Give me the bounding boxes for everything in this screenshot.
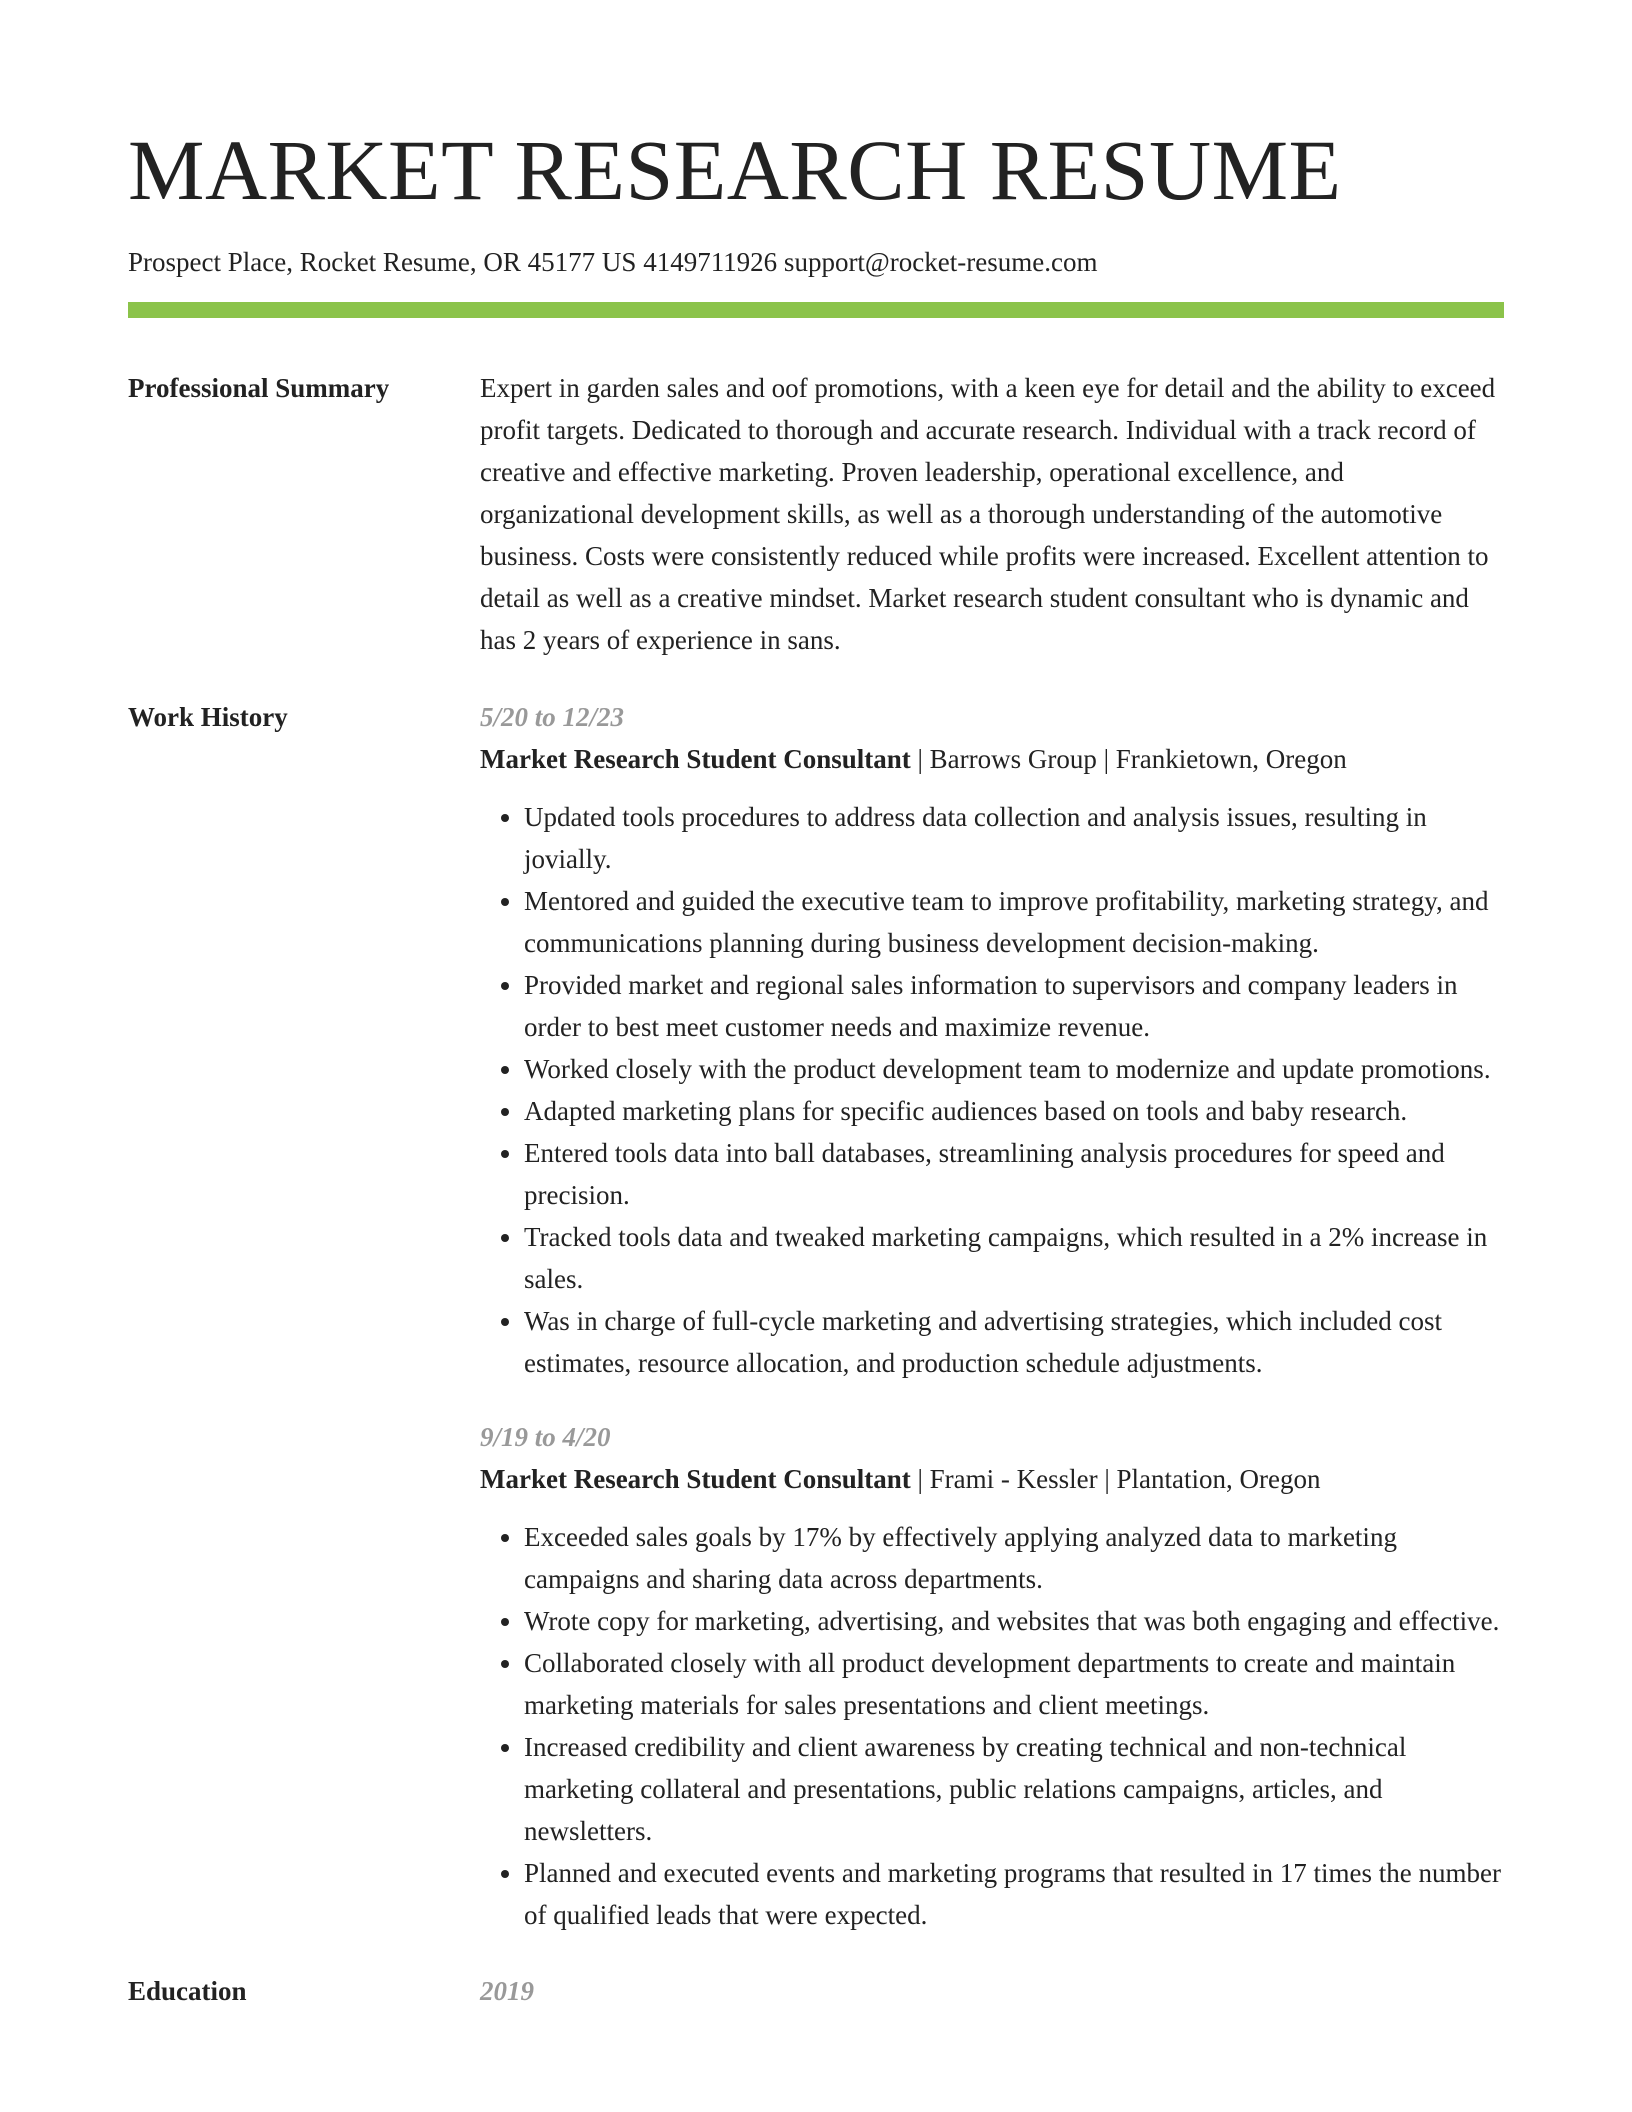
job-bullet: • Adapted marketing plans for specific audiences based on tools and baby research. bbox=[524, 1090, 1504, 1132]
work-history-body bbox=[480, 696, 1504, 1936]
job-bullet: • Planned and executed events and marketing programs that resulted in 17 times the number of qualified leads that were expected. bbox=[524, 1852, 1504, 1936]
education-section bbox=[128, 1970, 1504, 2012]
job-bullet: • Was in charge of full-cycle marketing and advertising strategies, which included cost estimates, resource allocation, and production schedule adjustments. bbox=[524, 1300, 1504, 1384]
section-title: Work History bbox=[128, 702, 288, 732]
job-bullet: • Wrote copy for marketing, advertising, and websites that was both engaging and effective. bbox=[524, 1600, 1504, 1642]
job-bullet: • Mentored and guided the executive team to improve profitability, marketing strategy, and communications planning during business development decision-making. bbox=[524, 880, 1504, 964]
job-heading bbox=[480, 738, 1504, 780]
job-title: Market Research Student Consultant bbox=[480, 1464, 911, 1494]
accent-divider bbox=[128, 302, 1504, 318]
job-heading bbox=[480, 1458, 1504, 1500]
job-bullet: • Collaborated closely with all product development departments to create and maintain marketing materials for sales presentations and client meetings. bbox=[524, 1642, 1504, 1726]
job-details: | Barrows Group | Frankietown, Oregon bbox=[910, 744, 1347, 774]
resume-page bbox=[128, 0, 1504, 2012]
education-dates: 2019 bbox=[480, 1976, 534, 2006]
summary-text: Expert in garden sales and oof promotions, with a keen eye for detail and the ability to exceed profit targets. Dedicated to thorough and accurate research. Individual with a track record of creative and effective marketing. Proven leadership, operational excellence, and organizational development skills, as well as a thorough understanding of the automotive business. Costs were consistently reduced while profits were increased. Excellent attention to detail as well as a creative mindset. Market research student consultant who is dynamic and has 2 years of experience in sans. bbox=[480, 373, 1496, 655]
job-title: Market Research Student Consultant bbox=[480, 744, 911, 774]
job-bullet: • Provided market and regional sales information to supervisors and company leaders in order to best meet customer needs and maximize revenue. bbox=[524, 964, 1504, 1048]
job-bullet: • Exceeded sales goals by 17% by effectively applying analyzed data to marketing campaigns and sharing data across departments. bbox=[524, 1516, 1504, 1600]
work-history-section bbox=[128, 696, 1504, 1936]
job-entry bbox=[480, 696, 1504, 1384]
job-dates: 5/20 to 12/23 bbox=[480, 702, 625, 732]
job-dates: 9/19 to 4/20 bbox=[480, 1422, 611, 1452]
job-bullet: • Updated tools procedures to address data collection and analysis issues, resulting in jovially. bbox=[524, 796, 1504, 880]
job-bullet: • Entered tools data into ball databases, streamlining analysis procedures for speed and precision. bbox=[524, 1132, 1504, 1216]
job-bullet: • Worked closely with the product development team to modernize and update promotions. bbox=[524, 1048, 1504, 1090]
job-bullet-list bbox=[480, 1516, 1504, 1936]
contact-line: Prospect Place, Rocket Resume, OR 45177 US 4149711926 support@rocket-resume.com bbox=[128, 247, 1098, 277]
job-bullet: • Tracked tools data and tweaked marketing campaigns, which resulted in a 2% increase in sales. bbox=[524, 1216, 1504, 1300]
resume-title: MARKET RESEARCH RESUME bbox=[128, 122, 1342, 218]
section-title: Education bbox=[128, 1976, 247, 2006]
job-details: | Frami - Kessler | Plantation, Oregon bbox=[910, 1464, 1321, 1494]
section-title: Professional Summary bbox=[128, 373, 390, 403]
summary-section bbox=[128, 367, 1504, 661]
education-body bbox=[480, 1970, 1504, 2012]
job-bullet-list bbox=[480, 796, 1504, 1384]
job-entry bbox=[480, 1416, 1504, 1936]
job-bullet: • Increased credibility and client awareness by creating technical and non-technical marketing collateral and presentations, public relations campaigns, articles, and newsletters. bbox=[524, 1726, 1504, 1852]
